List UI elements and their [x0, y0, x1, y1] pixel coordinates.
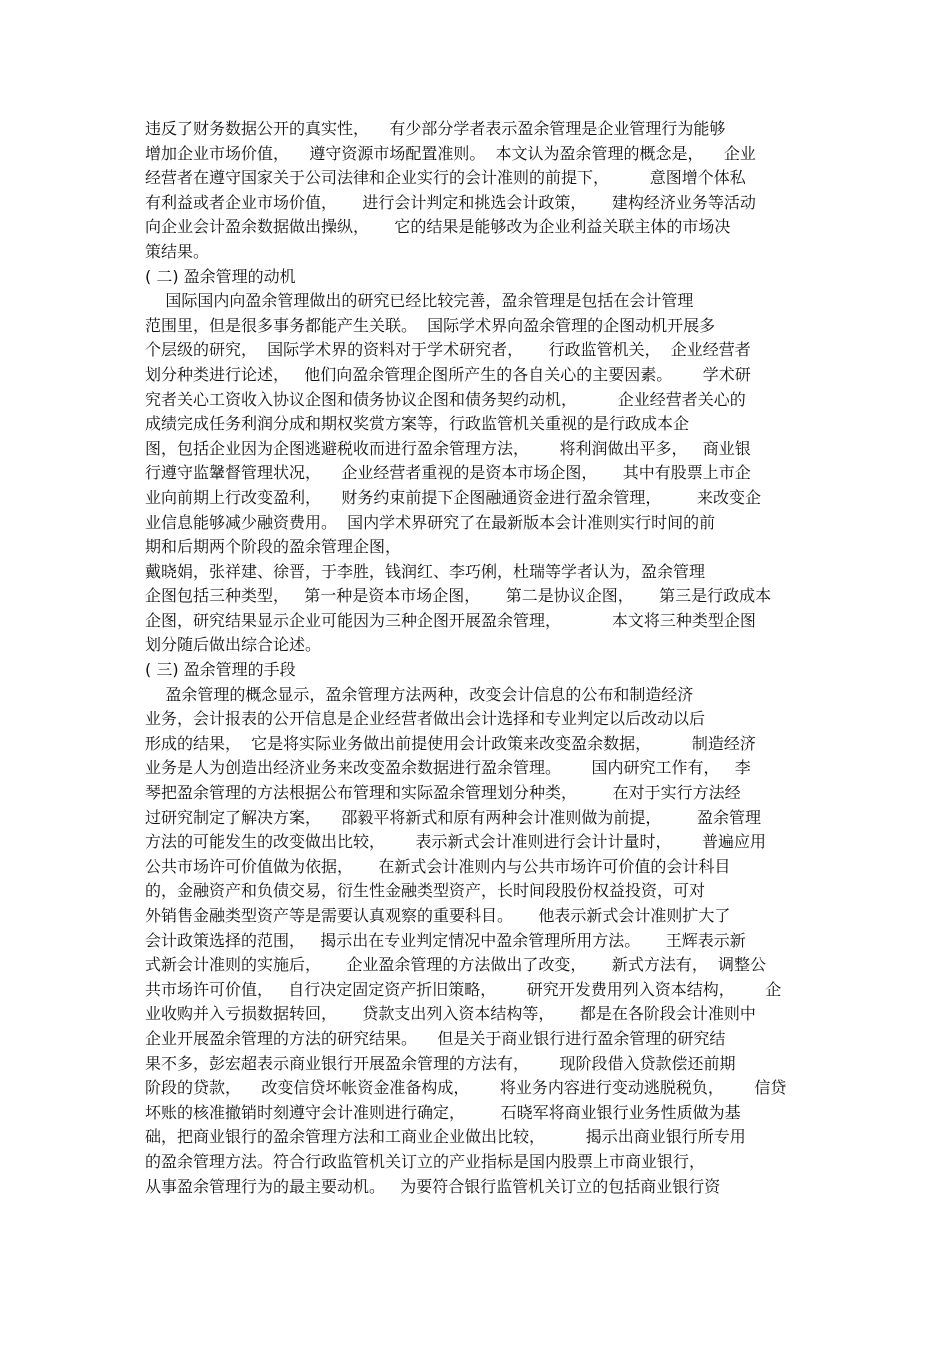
text-line: 从事盈余管理行为的最主要动机。 为要符合银行监管机关订立的包括商业银行资: [145, 1176, 721, 1196]
text-line: 业信息能够减少融资费用。 国内学术界研究了在最新版本会计准则实行时间的前: [145, 512, 716, 532]
text-line: 期和后期两个阶段的盈余管理企图，: [145, 537, 402, 557]
text-line: 公共市场许可价值做为依据， 在新式会计准则内与公共市场许可价值的会计科目: [145, 856, 731, 876]
text-line: 式新会计准则的实施后， 企业盈余管理的方法做出了改变， 新式方法有， 调整公: [145, 955, 767, 975]
text-line: 究者关心工资收入协议企图和债务协议企图和债务契约动机， 企业经营者关心的: [145, 389, 746, 409]
text-line: 共市场许可价值， 自行决定固定资产折旧策略， 研究开发费用列入资本结构， 企: [145, 979, 782, 999]
text-line: 阶段的贷款， 改变信贷坏帐资金准备构成， 将业务内容进行变动逃脱税负， 信贷: [145, 1078, 787, 1098]
text-line: 础，把商业银行的盈余管理方法和工商业企业做出比较， 揭示出商业银行所专用: [145, 1127, 746, 1147]
text-line: 划分种类进行论述， 他们向盈余管理企图所产生的各自关心的主要因素。 学术研: [145, 364, 751, 384]
text-line: 企图，研究结果显示企业可能因为三种企图开展盈余管理， 本文将三种类型企图: [145, 610, 756, 630]
text-line: 会计政策选择的范围， 揭示出在专业判定情况中盈余管理所用方法。 王辉表示新: [145, 930, 746, 950]
text-line: 业收购并入亏损数据转回， 贷款支出列入资本结构等， 都是在各阶段会计准则中: [145, 1004, 756, 1024]
text-line: ( 三) 盈余管理的手段: [145, 660, 296, 680]
text-line: 果不多，彭宏超表示商业银行开展盈余管理的方法有， 现阶段借入贷款偿还前期: [145, 1053, 736, 1073]
text-line: 琴把盈余管理的方法根据公布管理和实际盈余管理划分种类， 在对于实行方法经: [145, 783, 741, 803]
text-line: 图，包括企业因为企图逃避税收而进行盈余管理方法， 将利润做出平多， 商业银: [145, 438, 751, 458]
text-line: 业向前期上行改变盈利， 财务约束前提下企图融通资金进行盈余管理， 来改变企: [145, 487, 761, 507]
text-line: 的，金融资产和负债交易，衍生性金融类型资产，长时间段股份权益投资，可对: [145, 881, 706, 901]
text-line: 企图包括三种类型， 第一种是资本市场企图， 第二是协议企图， 第三是行政成本: [145, 586, 772, 606]
body-text: [145, 117, 815, 1199]
text-line: 业务是人为创造出经济业务来改变盈余数据进行盈余管理。 国内研究工作有， 李: [145, 758, 751, 778]
text-line: 方法的可能发生的改变做出比较， 表示新式会计准则进行会计计量时， 普遍应用: [145, 832, 767, 852]
text-line: 戴晓娟，张祥建、徐晋，于李胜，钱润红、李巧俐，杜瑞等学者认为，盈余管理: [145, 561, 706, 581]
text-line: 坏账的核准撤销时刻遵守会计准则进行确定， 石晓军将商业银行业务性质做为基: [145, 1102, 741, 1122]
text-line: 个层级的研究， 国际学术界的资料对于学术研究者， 行政监管机关， 企业经营者: [145, 340, 751, 360]
text-line: 的盈余管理方法。符合行政监管机关订立的产业指标是国内股票上市商业银行，: [145, 1151, 706, 1171]
text-line: 经营者在遵守国家关于公司法律和企业实行的会计准则的前提下， 意图增个体私: [145, 168, 746, 188]
text-line: 范围里，但是很多事务都能产生关联。 国际学术界向盈余管理的企图动机开展多: [145, 315, 716, 335]
text-line: 增加企业市场价值， 遵守资源市场配置准则。 本文认为盈余管理的概念是， 企业: [145, 143, 756, 163]
text-line: 企业开展盈余管理的方法的研究结果。 但是关于商业银行进行盈余管理的研究结: [145, 1028, 726, 1048]
text-line: 过研究制定了解决方案， 邵毅平将新式和原有两种会计准则做为前提， 盈余管理: [145, 807, 761, 827]
text-line: 形成的结果， 它是将实际业务做出前提使用会计政策来改变盈余数据， 制造经济: [145, 733, 756, 753]
text-line: 向企业会计盈余数据做出操纵， 它的结果是能够改为企业利益关联主体的市场决: [145, 217, 731, 237]
text-line: 行遵守监鞶督管理状况， 企业经营者重视的是资本市场企图， 其中有股票上市企: [145, 463, 751, 483]
text-line: 外销售金融类型资产等是需要认真观察的重要科目。 他表示新式会计准则扩大了: [145, 906, 731, 925]
text-line: 国际国内向盈余管理做出的研究已经比较完善，盈余管理是包括在会计管理: [145, 291, 694, 311]
text-line: 策结果。: [145, 241, 210, 261]
text-line: 划分随后做出综合论述。: [145, 635, 322, 655]
text-line: 违反了财务数据公开的真实性， 有少部分学者表示盈余管理是企业管理行为能够: [145, 119, 726, 138]
text-line: 有利益或者企业市场价值， 进行会计判定和挑选会计政策， 建构经济业务等活动: [145, 192, 756, 212]
text-line: ( 二) 盈余管理的动机: [145, 266, 296, 286]
text-line: 成绩完成任务利润分成和期权奖赏方案等，行政监管机关重视的是行政成本企: [145, 414, 690, 434]
text-line: 盈余管理的概念显示，盈余管理方法两种，改变会计信息的公布和制造经济: [145, 684, 694, 704]
text-line: 业务，会计报表的公开信息是企业经营者做出会计选择和专业判定以后改动以后: [145, 709, 706, 729]
